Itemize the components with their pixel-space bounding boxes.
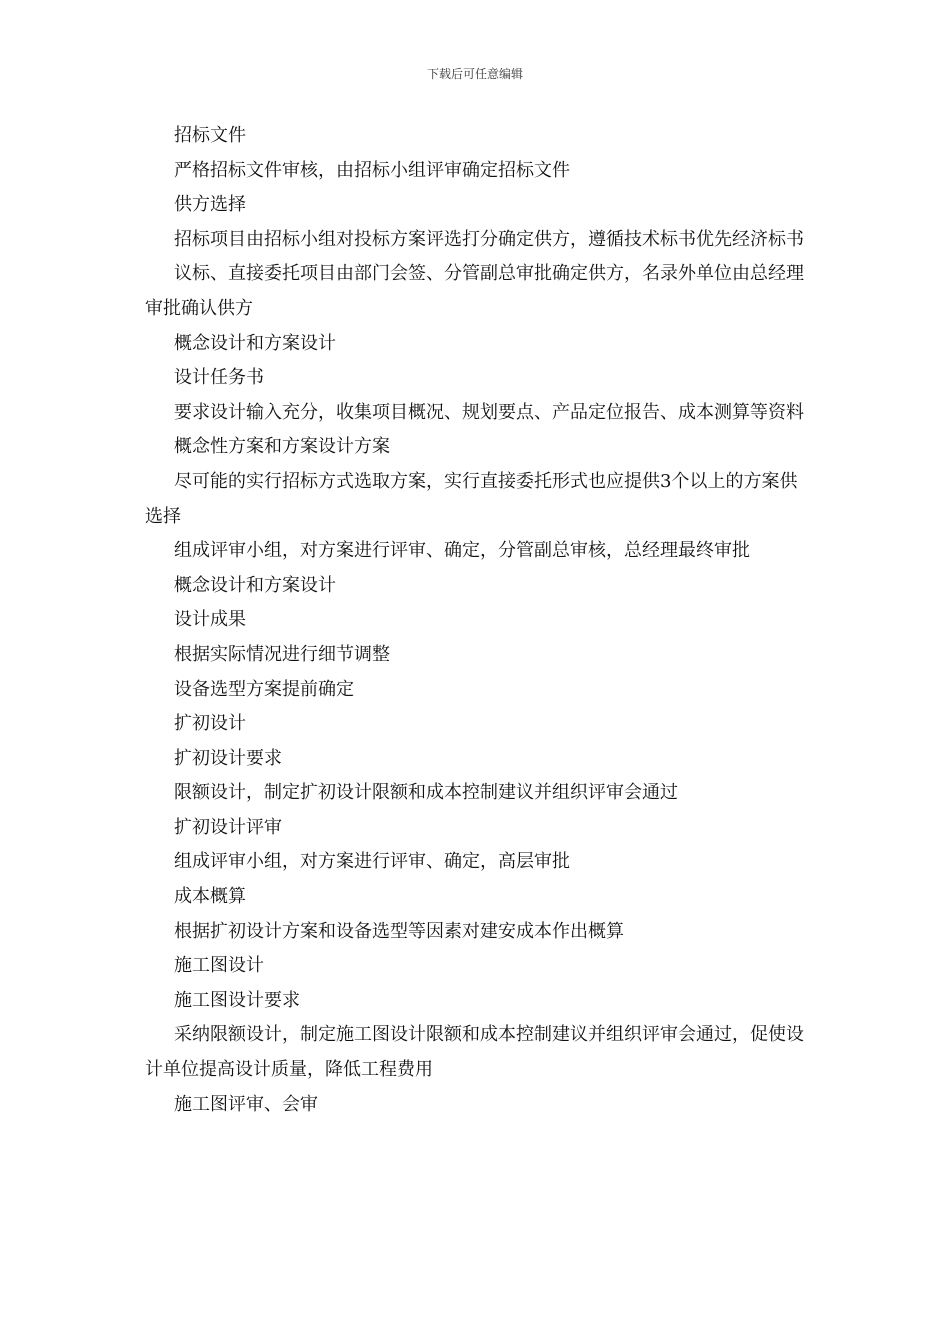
paragraph: 概念性方案和方案设计方案 — [174, 436, 390, 458]
paragraph: 招标项目由招标小组对投标方案评选打分确定供方，遵循技术标书优先经济标书 — [174, 228, 804, 250]
paragraph: 根据实际情况进行细节调整 — [174, 643, 390, 665]
paragraph: 尽可能的实行招标方式选取方案，实行直接委托形式也应提供3个以上的方案供选择 — [145, 470, 798, 527]
paragraph: 严格招标文件审核，由招标小组评审确定招标文件 — [174, 159, 570, 181]
paragraph: 供方选择 — [174, 194, 246, 216]
paragraph: 概念设计和方案设计 — [174, 574, 336, 596]
paragraph: 施工图设计要求 — [174, 989, 300, 1011]
paragraph: 扩初设计 — [174, 713, 246, 735]
paragraph: 设计任务书 — [174, 367, 264, 389]
paragraph: 施工图设计 — [174, 955, 264, 977]
page-header: 下载后可任意编辑 — [426, 67, 523, 81]
paragraph: 要求设计输入充分，收集项目概况、规划要点、产品定位报告、成本测算等资料 — [174, 401, 804, 423]
paragraph: 扩初设计要求 — [174, 747, 282, 769]
paragraph: 组成评审小组，对方案进行评审、确定，分管副总审核，总经理最终审批 — [174, 540, 750, 562]
document-body — [145, 119, 810, 1122]
paragraph: 限额设计，制定扩初设计限额和成本控制建议并组织评审会通过 — [174, 782, 678, 804]
paragraph: 招标文件 — [174, 125, 246, 146]
paragraph: 扩初设计评审 — [174, 816, 282, 838]
paragraph: 设备选型方案提前确定 — [174, 678, 354, 700]
paragraph: 议标、直接委托项目由部门会签、分管副总审批确定供方，名录外单位由总经理审批确认供方 — [145, 263, 804, 319]
paragraph: 设计成果 — [174, 609, 246, 631]
paragraph: 组成评审小组，对方案进行评审、确定，高层审批 — [174, 851, 570, 873]
paragraph: 根据扩初设计方案和设备选型等因素对建安成本作出概算 — [174, 920, 624, 942]
paragraph: 成本概算 — [174, 886, 246, 908]
paragraph: 概念设计和方案设计 — [174, 332, 336, 354]
paragraph: 施工图评审、会审 — [174, 1093, 318, 1115]
paragraph: 采纳限额设计，制定施工图设计限额和成本控制建议并组织评审会通过，促使设计单位提高设计质量，降低工程费用 — [145, 1024, 804, 1081]
